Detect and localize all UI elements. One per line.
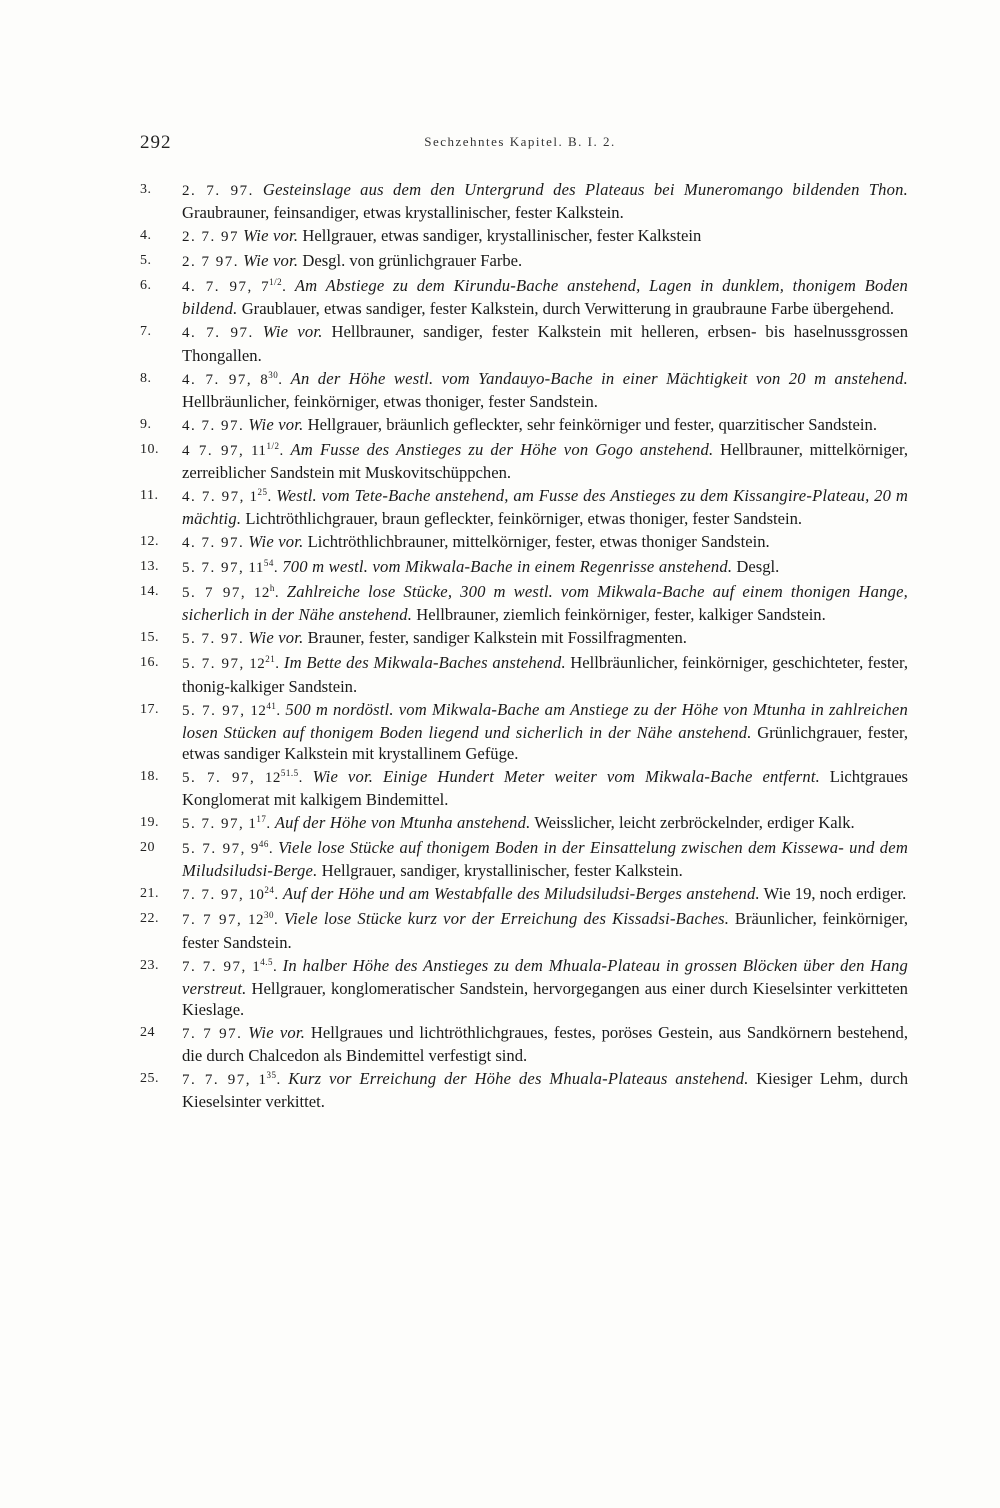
entry-description: Hellbräunlicher, feinkörniger, etwas thoniger, fester Sandstein. (182, 391, 598, 411)
entry-number: 5. (140, 253, 152, 269)
entry-time: $1^{4.5}$. (252, 956, 278, 975)
entry-date: 7. 7. 97, (182, 1072, 251, 1089)
entry-time: $1^{17}$. (248, 814, 271, 833)
entry-time-minutes: 30 (268, 369, 279, 380)
specimen-entry (140, 250, 908, 273)
entry-number: 25. (140, 1071, 159, 1087)
specimen-entry (140, 955, 908, 1021)
specimen-entry (140, 531, 908, 554)
entry-time-minutes: 17 (256, 814, 267, 825)
entry-date: 4. 7. 97. (182, 535, 245, 552)
entry-time-hour: 12 (248, 912, 264, 929)
entry-time: $8^{30}$. (260, 369, 283, 388)
entry-description: Kiesiger Lehm, durch Kieselsinter verkittet. (182, 1069, 908, 1112)
entry-time-hour: 12 (249, 656, 266, 673)
entry-description: Lichtröthlichgrauer, braun gefleckter, feinkörniger, etwas thoniger, fester Sandstein. (245, 509, 803, 529)
entry-location-note: An der Höhe westl. vom Yandauyo-Bache in einer Mächtigkeit von 20 m anstehend. (290, 368, 908, 388)
entry-number: 21. (140, 886, 159, 902)
specimen-entry (140, 652, 908, 696)
specimen-entry (140, 225, 908, 248)
entry-number: 15. (140, 630, 159, 646)
entry-date: 2. 7. 97 (182, 229, 239, 246)
entry-date: 4. 7. 97. (182, 325, 254, 342)
entry-time-hour: 12 (253, 585, 270, 602)
entry-number: 7. (140, 324, 152, 340)
entry-number: 8. (140, 370, 152, 386)
entry-date: 7. 7 97, (182, 912, 243, 929)
entry-time-hour: 12 (250, 702, 267, 719)
entry-description: Hellbrauner, ziemlich feinkörniger, fester, kalkiger Sandstein. (416, 605, 826, 625)
entry-time-hour: 1 (248, 816, 257, 833)
entry-location-note: Wie vor. (248, 532, 304, 552)
entry-date: 5. 7. 97, (182, 816, 245, 833)
entry-number: 22. (140, 911, 159, 927)
entry-location-note: Wie vor. (243, 226, 299, 246)
specimen-entry (140, 766, 908, 810)
specimen-entry (140, 556, 908, 579)
specimen-entry (140, 627, 908, 650)
entry-location-note: Wie vor. (243, 251, 299, 271)
entry-number: 4. (140, 228, 152, 244)
entry-location-note: Am Abstiege zu dem Kirundu-Bache anstehend, Lagen in dunklem, thonigem Boden bildend. (182, 276, 909, 319)
entry-time-hour: 1 (252, 958, 261, 975)
entry-number: 13. (140, 559, 159, 575)
specimen-entry (140, 699, 908, 765)
entry-location-note: Wie vor. Einige Hundert Meter weiter vom Mikwala-Bache entfernt. (312, 767, 821, 787)
running-head: Sechzehntes Kapitel. B. I. 2. (424, 134, 616, 149)
page-header (140, 132, 900, 158)
entry-time: $12^{30}$. (248, 910, 279, 929)
entry-time-minutes: 25 (257, 487, 268, 498)
entry-location-note: Kurz vor Erreichung der Höhe des Mhuala-Plateaus anstehend. (288, 1069, 749, 1089)
entry-description: Hellgrauer, sandiger, krystallinischer, fester Kalkstein. (321, 861, 683, 881)
specimen-entry (140, 812, 908, 835)
entry-date: 5. 7. 97, (182, 770, 256, 787)
entry-time: $9^{46}$. (250, 839, 274, 858)
specimen-entry (140, 883, 908, 906)
entry-date: 5. 7. 97, (182, 841, 246, 858)
entry-time-hour: 7 (261, 279, 270, 296)
entry-time-minutes: 41 (266, 700, 277, 711)
entry-time-minutes: h (269, 583, 275, 594)
entry-location-note: Gesteinslage aus dem den Untergrund des Plateaus bei Muneromango bildenden Thon. (262, 180, 909, 199)
entry-date: 5. 7. 97, (182, 656, 245, 673)
entry-date: 4. 7. 97. (182, 417, 245, 434)
entry-date: 5. 7 97, (182, 585, 247, 602)
entry-time-hour: 1 (249, 489, 258, 506)
entry-number: 14. (140, 584, 159, 600)
entry-number: 16. (140, 655, 159, 671)
entry-time: $12^{21}$. (249, 654, 280, 673)
entry-time-minutes: 35 (266, 1070, 277, 1081)
entry-time-hour: 12 (264, 770, 281, 787)
entry-number: 24 (140, 1025, 155, 1041)
specimen-entry (140, 581, 908, 625)
entry-location-note: Viele lose Stücke kurz vor der Erreichung des Kissadsi-Baches. (284, 909, 730, 929)
entry-number: 12. (140, 534, 159, 550)
entry-number: 20 (140, 840, 155, 856)
entry-location-note: Im Bette des Mikwala-Baches anstehend. (283, 653, 566, 673)
entry-time-minutes: 46 (258, 839, 269, 850)
entry-location-note: Auf der Höhe und am Westabfalle des Miludsiludsi-Berges anstehend. (282, 884, 760, 904)
entry-description: Desgl. (736, 557, 780, 577)
entry-time-minutes: 54 (263, 558, 274, 569)
entry-number: 10. (140, 441, 159, 457)
entry-description: Weisslicher, leicht zerbröckelnder, erdiger Kalk. (534, 813, 855, 833)
page-number: 292 (140, 132, 172, 153)
entry-number: 6. (140, 278, 152, 294)
entry-location-note: Wie vor. (248, 414, 304, 434)
entry-date: 4 7. 97, (182, 442, 245, 459)
entry-time-minutes: 51.5 (280, 768, 299, 779)
entry-date: 7. 7. 97, (182, 958, 247, 975)
specimen-entry (140, 439, 908, 483)
entry-description: Hellgrauer, konglomeratischer Sandstein, hervorgegangen aus einer durch Kieselsinter verkitteten Kieslage. (182, 978, 908, 1020)
entry-time: $10^{24}$. (248, 885, 279, 904)
entry-time-minutes: 30 (264, 910, 274, 921)
entry-location-note: Viele lose Stücke auf thonigem Boden in der Einsattelung zwischen dem Kissewa- und dem Miludsiludsi-Berge. (182, 838, 909, 881)
entry-date: 7. 7. 97, (182, 887, 245, 904)
entry-location-note: Auf der Höhe von Mtunha anstehend. (274, 813, 531, 833)
entry-time: 12$^h$. (253, 583, 280, 602)
specimen-entry (140, 179, 908, 223)
entry-time-hour: 11 (250, 442, 267, 459)
entry-date: 5. 7. 97. (182, 631, 245, 648)
entry-description: Hellgraues und lichtröthlichgraues, festes, poröses Gestein, aus Sandkörnern bestehend, die durch Chalcedon als Bindemittel verfestigt sind. (182, 1023, 908, 1066)
entry-location-note: Zahlreiche lose Stücke, 300 m westl. vom Mikwala-Bache auf einem thonigen Hange, sicherlich in der Nähe anstehend. (182, 582, 908, 625)
entry-time-hour: 10 (248, 887, 265, 904)
specimen-entry (140, 275, 908, 319)
entry-description: Lichtgraues Konglomerat mit kalkigem Bindemittel. (182, 767, 909, 810)
entry-time-hour: 9 (250, 841, 259, 858)
entry-location-note: Wie vor. (248, 628, 304, 648)
entry-description: Hellgrauer, bräunlich gefleckter, sehr feinkörniger und fester, quarzitischer Sandstein. (307, 414, 877, 434)
entry-number: 23. (140, 957, 159, 973)
entry-number: 19. (140, 815, 159, 831)
entry-time-minutes: 1/2 (269, 277, 283, 288)
entry-time: $12^{51.5}$. (264, 768, 303, 787)
specimen-entry (140, 485, 908, 529)
entry-location-note: In halber Höhe des Anstieges zu dem Mhuala-Plateau in grossen Blöcken über den Hang verstreut. (182, 955, 908, 998)
specimen-entry (140, 321, 908, 365)
entry-time-minutes: 1/2 (266, 440, 280, 451)
entry-time-minutes: 4.5 (260, 956, 273, 967)
entry-number: 3. (140, 182, 152, 197)
entry-time: $1^{35}$. (258, 1070, 281, 1089)
entry-number: 11. (140, 488, 159, 504)
specimen-entry (140, 908, 908, 952)
specimen-entry (140, 837, 908, 881)
entry-description: Bräunlicher, feinkörniger, fester Sandstein. (182, 909, 908, 952)
entry-time: $11^{1/2}$. (250, 440, 284, 459)
specimen-list (140, 179, 908, 1114)
entry-description: Hellbräunlicher, feinkörniger, geschichteter, fester, thonig-kalkiger Sandstein. (182, 653, 908, 696)
entry-time-minutes: 24 (264, 885, 275, 896)
entry-description: Hellgrauer, etwas sandiger, krystallinischer, fester Kalkstein (302, 226, 702, 246)
entry-description: Graubrauner, feinsandiger, etwas krystallinischer, fester Kalkstein. (182, 203, 624, 223)
specimen-entry (140, 368, 908, 412)
entry-time-hour: 11 (248, 560, 264, 577)
entry-time: $12^{41}$. (250, 700, 281, 719)
entry-date: 7. 7 97. (182, 1026, 243, 1043)
entry-description: Wie 19, noch erdiger. (763, 884, 907, 904)
entry-time-minutes: 21 (265, 654, 276, 665)
entry-description: Hellbrauner, mittelkörniger, zerreiblicher Sandstein mit Muskovitschüppchen. (182, 439, 909, 483)
entry-description: Desgl. von grünlichgrauer Farbe. (302, 251, 523, 271)
entry-description: Brauner, fester, sandiger Kalkstein mit Fossilfragmenten. (307, 628, 687, 648)
entry-number: 17. (140, 701, 159, 717)
entry-time-hour: 1 (258, 1072, 267, 1089)
entry-date: 5. 7. 97, (182, 702, 246, 719)
entry-description: Graublauer, etwas sandiger, fester Kalkstein, durch Verwitterung in graubraune Farbe übergehend. (241, 299, 895, 319)
entry-date: 4. 7. 97, (182, 371, 253, 388)
entry-date: 2. 7. 97. (182, 183, 254, 199)
entry-number: 18. (140, 769, 159, 785)
entry-location-note: Westl. vom Tete-Bache anstehend, am Fusse des Anstieges zu dem Kissangire-Plateau, 20 m mächtig. (182, 486, 909, 529)
entry-description: Grünlichgrauer, fester, etwas sandiger Kalkstein mit krystallinem Gefüge. (182, 722, 908, 764)
entry-number: 9. (140, 416, 152, 432)
entry-date: 2. 7 97. (182, 254, 239, 271)
entry-location-note: Wie vor. (262, 322, 323, 342)
entry-time-hour: 8 (260, 371, 269, 388)
entry-date: 4. 7. 97, (182, 279, 253, 296)
entry-location-note: 700 m westl. vom Mikwala-Bache in einem Regenrisse anstehend. (282, 557, 733, 577)
specimen-entry (140, 414, 908, 437)
entry-date: 5. 7. 97, (182, 560, 245, 577)
entry-location-note: Am Fusse des Anstieges zu der Höhe von Gogo anstehend. (290, 439, 714, 459)
specimen-entry (140, 1068, 908, 1112)
entry-location-note: Wie vor. (248, 1023, 306, 1043)
entry-time: $11^{54}$. (248, 558, 279, 577)
entry-date: 4. 7. 97, (182, 489, 245, 506)
entry-time: $7^{1/2}$. (261, 277, 287, 296)
specimen-entry (140, 1022, 908, 1066)
entry-description: Hellbrauner, sandiger, fester Kalkstein mit helleren, erbsen- bis haselnussgrossen Thongallen. (182, 322, 909, 365)
entry-description: Lichtröthlichbrauner, mittelkörniger, fester, etwas thoniger Sandstein. (307, 532, 770, 552)
entry-time: $1^{25}$. (249, 487, 272, 506)
entry-location-note: 500 m nordöstl. vom Mikwala-Bache am Anstiege zu der Höhe von Mtunha in zahlreichen losen Stücken auf thonigem Boden liegend und sicherlich in der Nähe anstehend. (182, 699, 908, 742)
